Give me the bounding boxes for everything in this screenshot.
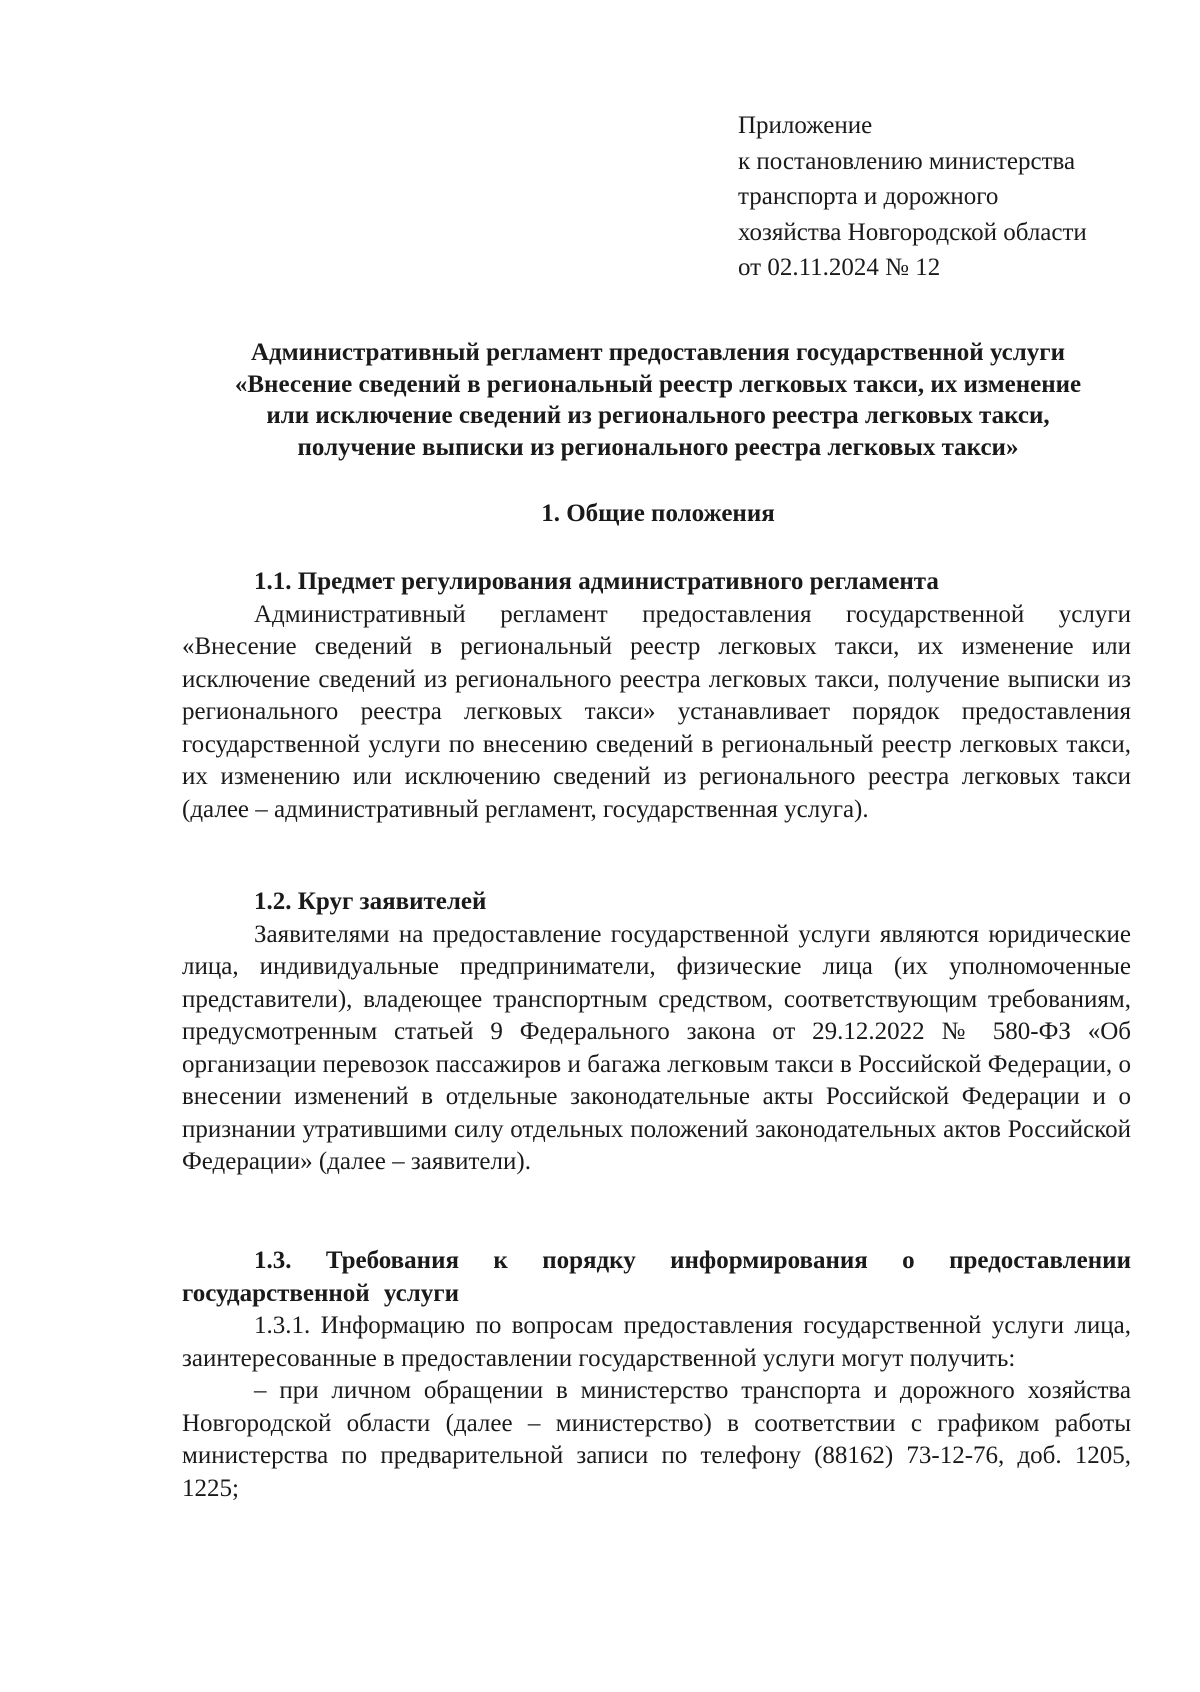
title-line: «Внесение сведений в региональный реестр легковых такси, их изменение	[234, 370, 1082, 398]
title-line: или исключение сведений из регионального реестра легковых такси,	[266, 402, 1050, 429]
paragraph: 1.3.1. Информацию по вопросам предоставления государственной услуги лица, заинтересованные в предоставлении государственной услуги могут получить:	[182, 1312, 1131, 1372]
appendix-line: хозяйства Новгородской области	[738, 218, 1087, 246]
subsection-1-3	[182, 1245, 1131, 1505]
document-title	[178, 337, 1138, 463]
paragraph: – при личном обращении в министерство транспорта и дорожного хозяйства Новгородской области (далее – министерство) в соответствии с графиком работы министерства по предварительной записи по телефону (88162) 73-12-76, доб. 1205, 1225;	[182, 1377, 1131, 1502]
paragraph: Заявителями на предоставление государственной услуги являются юридические лица, индивидуальные предприниматели, физические лица (их уполномоченные представители), владеющее транспортным средством, соответствующим требованиям, предусмотренным статьей 9 Федерального закона от 29.12.2022 № 580-ФЗ «Об организации перевозок пассажиров и багажа легковым такси в Российской Федерации, о внесении изменений в отдельные законодательные акты Российской Федерации и о признании утратившими силу отдельных положений законодательных актов Российской Федерации» (далее – заявители).	[182, 920, 1131, 1175]
appendix-line: транспорта и дорожного	[738, 183, 999, 210]
appendix-line: Приложение	[738, 112, 873, 139]
title-line: Административный регламент предоставления государственной услуги	[250, 339, 1066, 366]
subsection-1-1	[182, 566, 1131, 826]
subsection-heading: 1.2. Круг заявителей	[254, 888, 487, 915]
title-line: получение выписки из регионального реестра легковых такси»	[297, 433, 1019, 461]
subsection-1-2	[182, 886, 1131, 1179]
section-heading: 1. Общие положения	[541, 500, 775, 527]
subsection-heading: 1.1. Предмет регулирования административного регламента	[254, 568, 939, 595]
appendix-line: к постановлению министерства	[738, 147, 1076, 175]
paragraph: Административный регламент предоставления государственной услуги «Внесение сведений в региональный реестр легковых такси, их изменение или исключение сведений из регионального реестра легковых такси, получение выписки из регионального реестра легковых такси» устанавливает порядок предоставления государственной услуги по внесению сведений в региональный реестр легковых такси, их изменению или исключению сведений из регионального реестра легковых такси (далее – административный регламент, государственная услуга).	[182, 600, 1131, 823]
appendix-block	[738, 108, 1087, 286]
subsection-heading: 1.3. Требования к порядку информирования о предоставлении государственной услуги	[182, 1247, 1131, 1307]
appendix-line: от 02.11.2024 № 12	[738, 254, 941, 281]
